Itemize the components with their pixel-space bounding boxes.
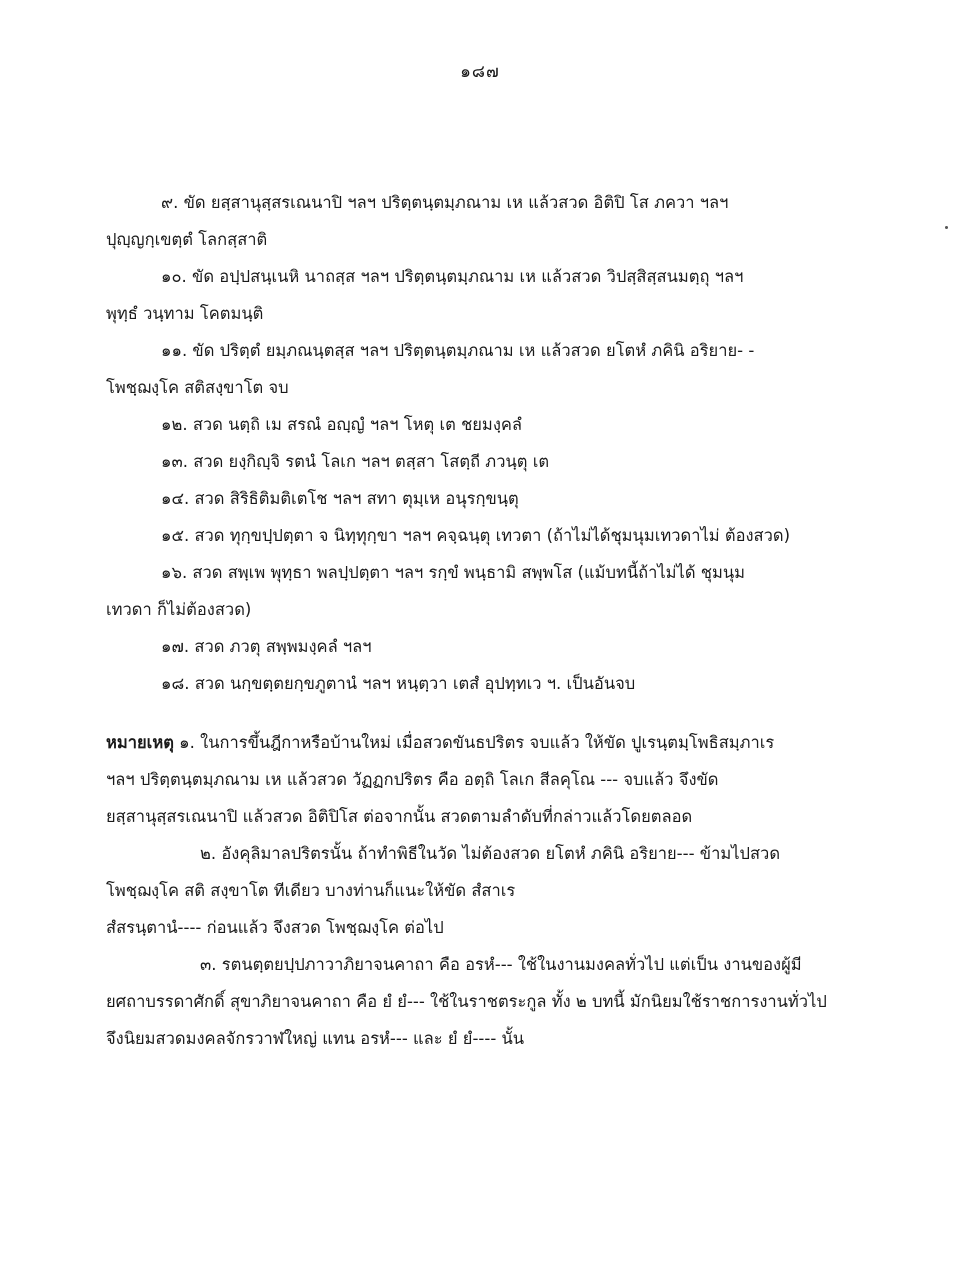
note-1-line-2: ฯลฯ ปริตฺตนฺตมฺภณาม เห แล้วสวด วัฏฏกปริตร คือ อตฺถิ โลเก สีลคุโณ --- จบแล้ว จึงขัด xyxy=(106,770,719,789)
note-2-line-1: ๒. อังคุลิมาลปริตรนั้น ถ้าทำพิธีในวัด ไม่ต้องสวด ยโตหํ ภคินิ อริยาย--- ข้ามไปสวด xyxy=(200,844,781,863)
list-item-15: ๑๕. สวด ทุกฺขปฺปตฺตา จ นิทฺทุกฺขา ฯลฯ คจฺฉนฺตุ เทวตา (ถ้าไม่ได้ชุมนุมเทวดาไม่ ต้องสวด) xyxy=(161,526,791,545)
list-item-12: ๑๒. สวด นตฺถิ เม สรณํ อญฺญํ ฯลฯ โหตุ เต ชยมงฺคลํ xyxy=(161,415,523,434)
list-item-16-continuation: เทวดา ก็ไม่ต้องสวด) xyxy=(106,600,252,619)
list-item-11: ๑๑. ขัด ปริตฺตํ ยมฺภณนฺตสฺส ฯลฯ ปริตฺตนฺตมฺภณาม เห แล้วสวด ยโตหํ ภคินิ อริยาย- - xyxy=(161,341,755,360)
list-item-16: ๑๖. สวด สพฺเพ พุทฺธา พลปฺปตฺตา ฯลฯ รกฺขํ พนฺธามิ สพฺพโส (แม้บทนี้ถ้าไม่ได้ ชุมนุม xyxy=(161,563,746,582)
list-item-18: ๑๘. สวด นกฺขตฺตยกฺขภูตานํ ฯลฯ หนฺตฺวา เตสํ อุปทฺทเว ฯ. เป็นอันจบ xyxy=(161,674,636,693)
list-item-14: ๑๔. สวด สิริธิติมติเตโช ฯลฯ สทา ตุมฺเห อนุรกฺขนฺตุ xyxy=(161,489,519,508)
note-2-line-3: สํสรนฺตานํ---- ก่อนแล้ว จึงสวด โพชฺฌงฺโค ต่อไป xyxy=(106,918,444,937)
list-item-10: ๑๐. ขัด อปฺปสนฺเนหิ นาถสฺส ฯลฯ ปริตฺตนฺตมฺภณาม เห แล้วสวด วิปสฺสิสฺสนมตฺถุ ฯลฯ xyxy=(161,267,744,286)
list-item-17: ๑๗. สวด ภวตุ สพฺพมงฺคลํ ฯลฯ xyxy=(161,637,372,656)
list-item-9-continuation: ปุญฺญกฺเขตฺตํ โลกสฺสาติ xyxy=(106,230,268,249)
note-1-line-3: ยสฺสานุสฺสรเณนาปิ แล้วสวด อิติปิโส ต่อจากนั้น สวดตามลำดับที่กล่าวแล้วโดยตลอด xyxy=(106,807,693,826)
note-3-line-3: จึงนิยมสวดมงคลจักรวาฬใหญ่ แทน อรหํ--- และ ยํ ยํ---- นั้น xyxy=(106,1029,525,1048)
list-item-13: ๑๓. สวด ยงฺกิญฺจิ รตนํ โลเก ฯลฯ ตสฺสา โสตฺถี ภวนฺตุ เต xyxy=(161,452,550,471)
list-item-9: ๙. ขัด ยสฺสานุสฺสรเณนาปิ ฯลฯ ปริตฺตนฺตมฺภณาม เห แล้วสวด อิติปิ โส ภควา ฯลฯ xyxy=(161,193,729,212)
scan-speck xyxy=(945,226,948,229)
notes-section xyxy=(106,724,874,1057)
note-3-line-2: ยศถาบรรดาศักดิ์ สุขาภิยาจนคาถา คือ ยํ ยํ--- ใช้ในราชตระกูล ทั้ง ๒ บทนี้ มักนิยมใช้ราชการงานทั่วไป xyxy=(106,992,827,1011)
note-2-line-2: โพชฺฌงฺโค สติ สงฺขาโต ทีเดียว บางท่านก็แนะให้ขัด สํสาเร xyxy=(106,881,516,900)
note-1-line-1 xyxy=(106,724,874,761)
list-item-11-continuation: โพชฺฌงฺโค สติสงฺขาโต จบ xyxy=(106,378,289,397)
page-number: ๑๘๗ xyxy=(460,62,500,82)
list-item-10-continuation: พุทฺธํ วนฺทาม โคตมนฺติ xyxy=(106,304,264,323)
note-1-text: ๑. ในการขึ้นฎีกาหรือบ้านใหม่ เมื่อสวดขันธปริตร จบแล้ว ให้ขัด ปูเรนฺตมฺโพธิสมฺภาเร xyxy=(179,733,775,752)
notes-label: หมายเหตุ xyxy=(106,733,174,752)
chant-list xyxy=(106,184,874,1057)
note-3-line-1: ๓. รตนตฺตยปฺปภาวาภิยาจนคาถา คือ อรหํ--- ใช้ในงานมงคลทั่วไป แต่เป็น งานของผู้มี xyxy=(200,955,802,974)
